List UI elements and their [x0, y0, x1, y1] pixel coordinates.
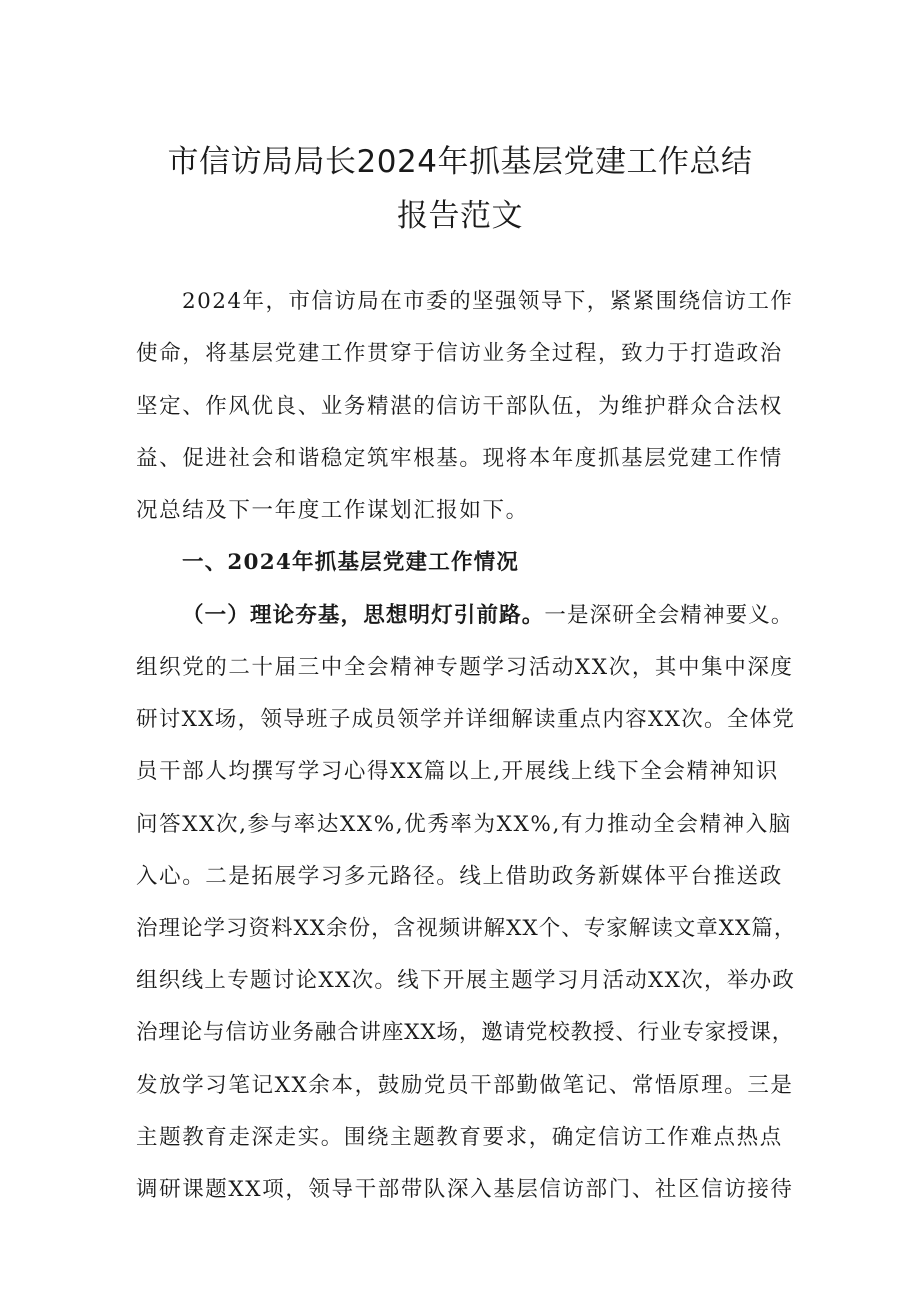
intro-line: 使命，将基层党建工作贯穿于信访业务全过程，致力于打造政治 — [136, 341, 783, 366]
body-line: 研讨XX场，领导班子成员领学并详细解读重点内容XX次。全体党 — [136, 707, 796, 732]
intro-line: 益、促进社会和谐稳定筑牢根基。现将本年度抓基层党建工作情 — [136, 446, 783, 471]
body-line: 入心。二是拓展学习多元路径。线上借助政务新媒体平台推送政 — [136, 864, 783, 889]
body-line: 发放学习笔记XX余本，鼓励党员干部勤做笔记、常悟原理。三是 — [136, 1073, 794, 1098]
document-title-line-2: 报告范文 — [397, 198, 523, 234]
body-line: 治理论学习资料XX余份，含视频讲解XX个、专家解读文章XX篇， — [136, 916, 797, 941]
subsection-first-text: 一是深研全会精神要义。 — [544, 603, 794, 628]
body-line: 组织线上专题讨论XX次。线下开展主题学习月活动XX次，举办政 — [136, 968, 796, 993]
intro-line: 况总结及下一年度工作谋划汇报如下。 — [136, 498, 529, 523]
section-heading: 一、2024年抓基层党建工作情况 — [182, 550, 520, 575]
body-line: 主题教育走深走实。围绕主题教育要求，确定信访工作难点热点 — [136, 1125, 783, 1150]
intro-line: 坚定、作风优良、业务精湛的信访干部队伍，为维护群众合法权 — [136, 394, 783, 419]
body-line: 组织党的二十届三中全会精神专题学习活动XX次，其中集中深度 — [136, 655, 794, 680]
subsection-title: （一）理论夯基，思想明灯引前路。 — [182, 603, 545, 628]
subsection-first-line — [182, 601, 796, 631]
intro-line: 2024年，市信访局在市委的坚强领导下，紧紧围绕信访工作 — [182, 289, 794, 314]
body-line: 治理论与信访业务融合讲座XX场，邀请党校教授、行业专家授课， — [136, 1020, 795, 1045]
body-line: 调研课题XX项，领导干部带队深入基层信访部门、社区信访接待 — [136, 1177, 794, 1202]
body-line: 员干部人均撰写学习心得XX篇以上,开展线上线下全会精神知识 — [136, 759, 779, 784]
document-title-line-1: 市信访局局长2024年抓基层党建工作总结 — [167, 144, 753, 180]
body-line: 问答XX次,参与率达XX%,优秀率为XX%,有力推动全会精神入脑 — [136, 812, 792, 837]
